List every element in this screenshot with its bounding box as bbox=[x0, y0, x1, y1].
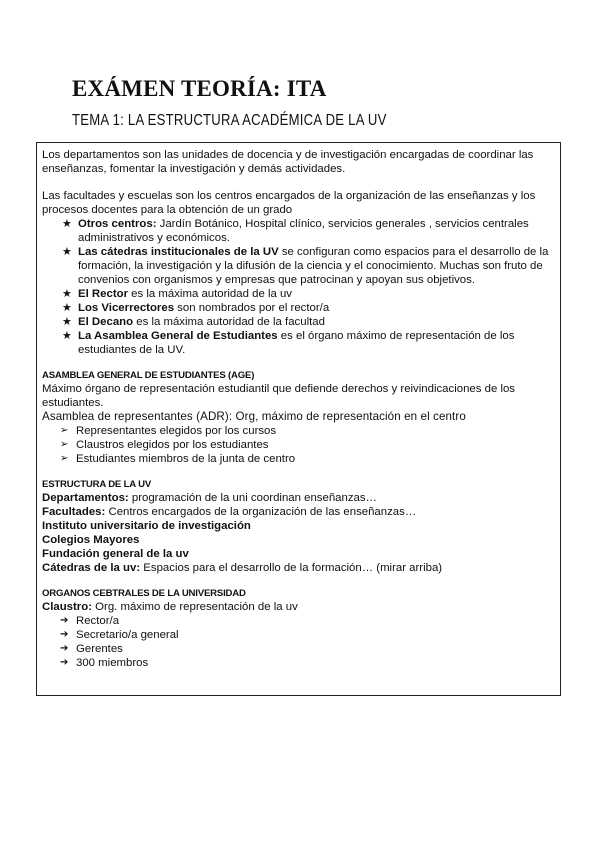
list-item: ★ La Asamblea General de Estudiantes es el órgano máximo de representación de los estudiantes de la UV. bbox=[62, 330, 515, 356]
arrow-right-icon: ➔ bbox=[60, 615, 69, 626]
section-heading-organos: ORGANOS CEBTRALES DE LA UNIVERSIDAD bbox=[42, 588, 246, 599]
list-item: ➢ Estudiantes miembros de la junta de centro bbox=[60, 453, 296, 465]
organos-list bbox=[42, 614, 556, 670]
estructura-line: Cátedras de la uv: Espacios para el desarrollo de la formación… (mirar arriba) bbox=[42, 562, 443, 574]
list-item: ★ Las cátedras institucionales de la UV se configuran como espacios para el desarrollo de la formación, la investigación y la difusión de la ciencia y el conocimiento. Muchas son fruto de convenios con organismos y empresas que patrocinan y apoyan sus objetivos. bbox=[62, 246, 549, 286]
list-item: ➔ Rector/a bbox=[60, 615, 120, 627]
star-list bbox=[42, 217, 556, 357]
estructura-line: Departamentos: programación de la uni coordinan enseñanzas… bbox=[42, 492, 377, 504]
arrow-right-icon: ➔ bbox=[60, 643, 69, 654]
list-item: ➢ Representantes elegidos por los cursos bbox=[60, 425, 277, 437]
list-item: ★ El Rector es la máxima autoridad de la uv bbox=[62, 288, 293, 300]
list-item: ★ Los Vicerrectores son nombrados por el rector/a bbox=[62, 302, 330, 314]
list-item: ➔ Gerentes bbox=[60, 643, 123, 655]
list-item: ➔ 300 miembros bbox=[60, 657, 149, 669]
star-icon: ★ bbox=[62, 288, 72, 300]
section-heading-estructura: ESTRUCTURA DE LA UV bbox=[42, 479, 152, 490]
arrow-right-icon: ➔ bbox=[60, 629, 69, 640]
intro-paragraph-2: Las facultades y escuelas son los centros encargados de la organización de las enseñanzas y los procesos docentes para la obtención de un grado bbox=[42, 190, 536, 216]
chevron-right-icon: ➢ bbox=[60, 425, 69, 436]
content-box bbox=[36, 142, 561, 696]
chevron-right-icon: ➢ bbox=[60, 453, 69, 464]
estructura-line: Facultades: Centros encargados de la organización de las enseñanzas… bbox=[42, 506, 417, 518]
list-item: ★ El Decano es la máxima autoridad de la facultad bbox=[62, 316, 325, 328]
arrow-right-icon: ➔ bbox=[60, 657, 69, 668]
section-heading-age: ASAMBLEA GENERAL DE ESTUDIANTES (AGE) bbox=[42, 370, 255, 381]
adr-line: Asamblea de representantes (ADR): Org, máximo de representación en el centro bbox=[42, 410, 466, 423]
list-item: ➔ Secretario/a general bbox=[60, 629, 179, 641]
page-subtitle: TEMA 1: LA ESTRUCTURA ACADÉMICA DE LA UV bbox=[72, 112, 387, 129]
estructura-line: Fundación general de la uv bbox=[42, 548, 189, 560]
star-icon: ★ bbox=[62, 316, 72, 328]
age-description: Máximo órgano de representación estudiantil que defiende derechos y reivindicaciones de los estudiantes. bbox=[42, 383, 516, 409]
estructura-line: Colegios Mayores bbox=[42, 534, 140, 546]
age-list bbox=[42, 424, 556, 466]
star-icon: ★ bbox=[62, 330, 72, 342]
star-icon: ★ bbox=[62, 218, 72, 230]
star-icon: ★ bbox=[62, 246, 72, 258]
chevron-right-icon: ➢ bbox=[60, 439, 69, 450]
claustro-line: Claustro: Org. máximo de representación de la uv bbox=[42, 601, 298, 613]
star-icon: ★ bbox=[62, 302, 72, 314]
page-title: EXÁMEN TEORÍA: ITA bbox=[72, 76, 327, 101]
intro-paragraph-1: Los departamentos son las unidades de docencia y de investigación encargadas de coordinar las enseñanzas, fomentar la investigación y demás actividades. bbox=[42, 149, 534, 175]
list-item: ➢ Claustros elegidos por los estudiantes bbox=[60, 439, 269, 451]
list-item: ★ Otros centros: Jardín Botánico, Hospital clínico, servicios generales , servicios centrales administrativos y económicos. bbox=[62, 218, 529, 244]
estructura-line: Instituto universitario de investigación bbox=[42, 520, 251, 532]
